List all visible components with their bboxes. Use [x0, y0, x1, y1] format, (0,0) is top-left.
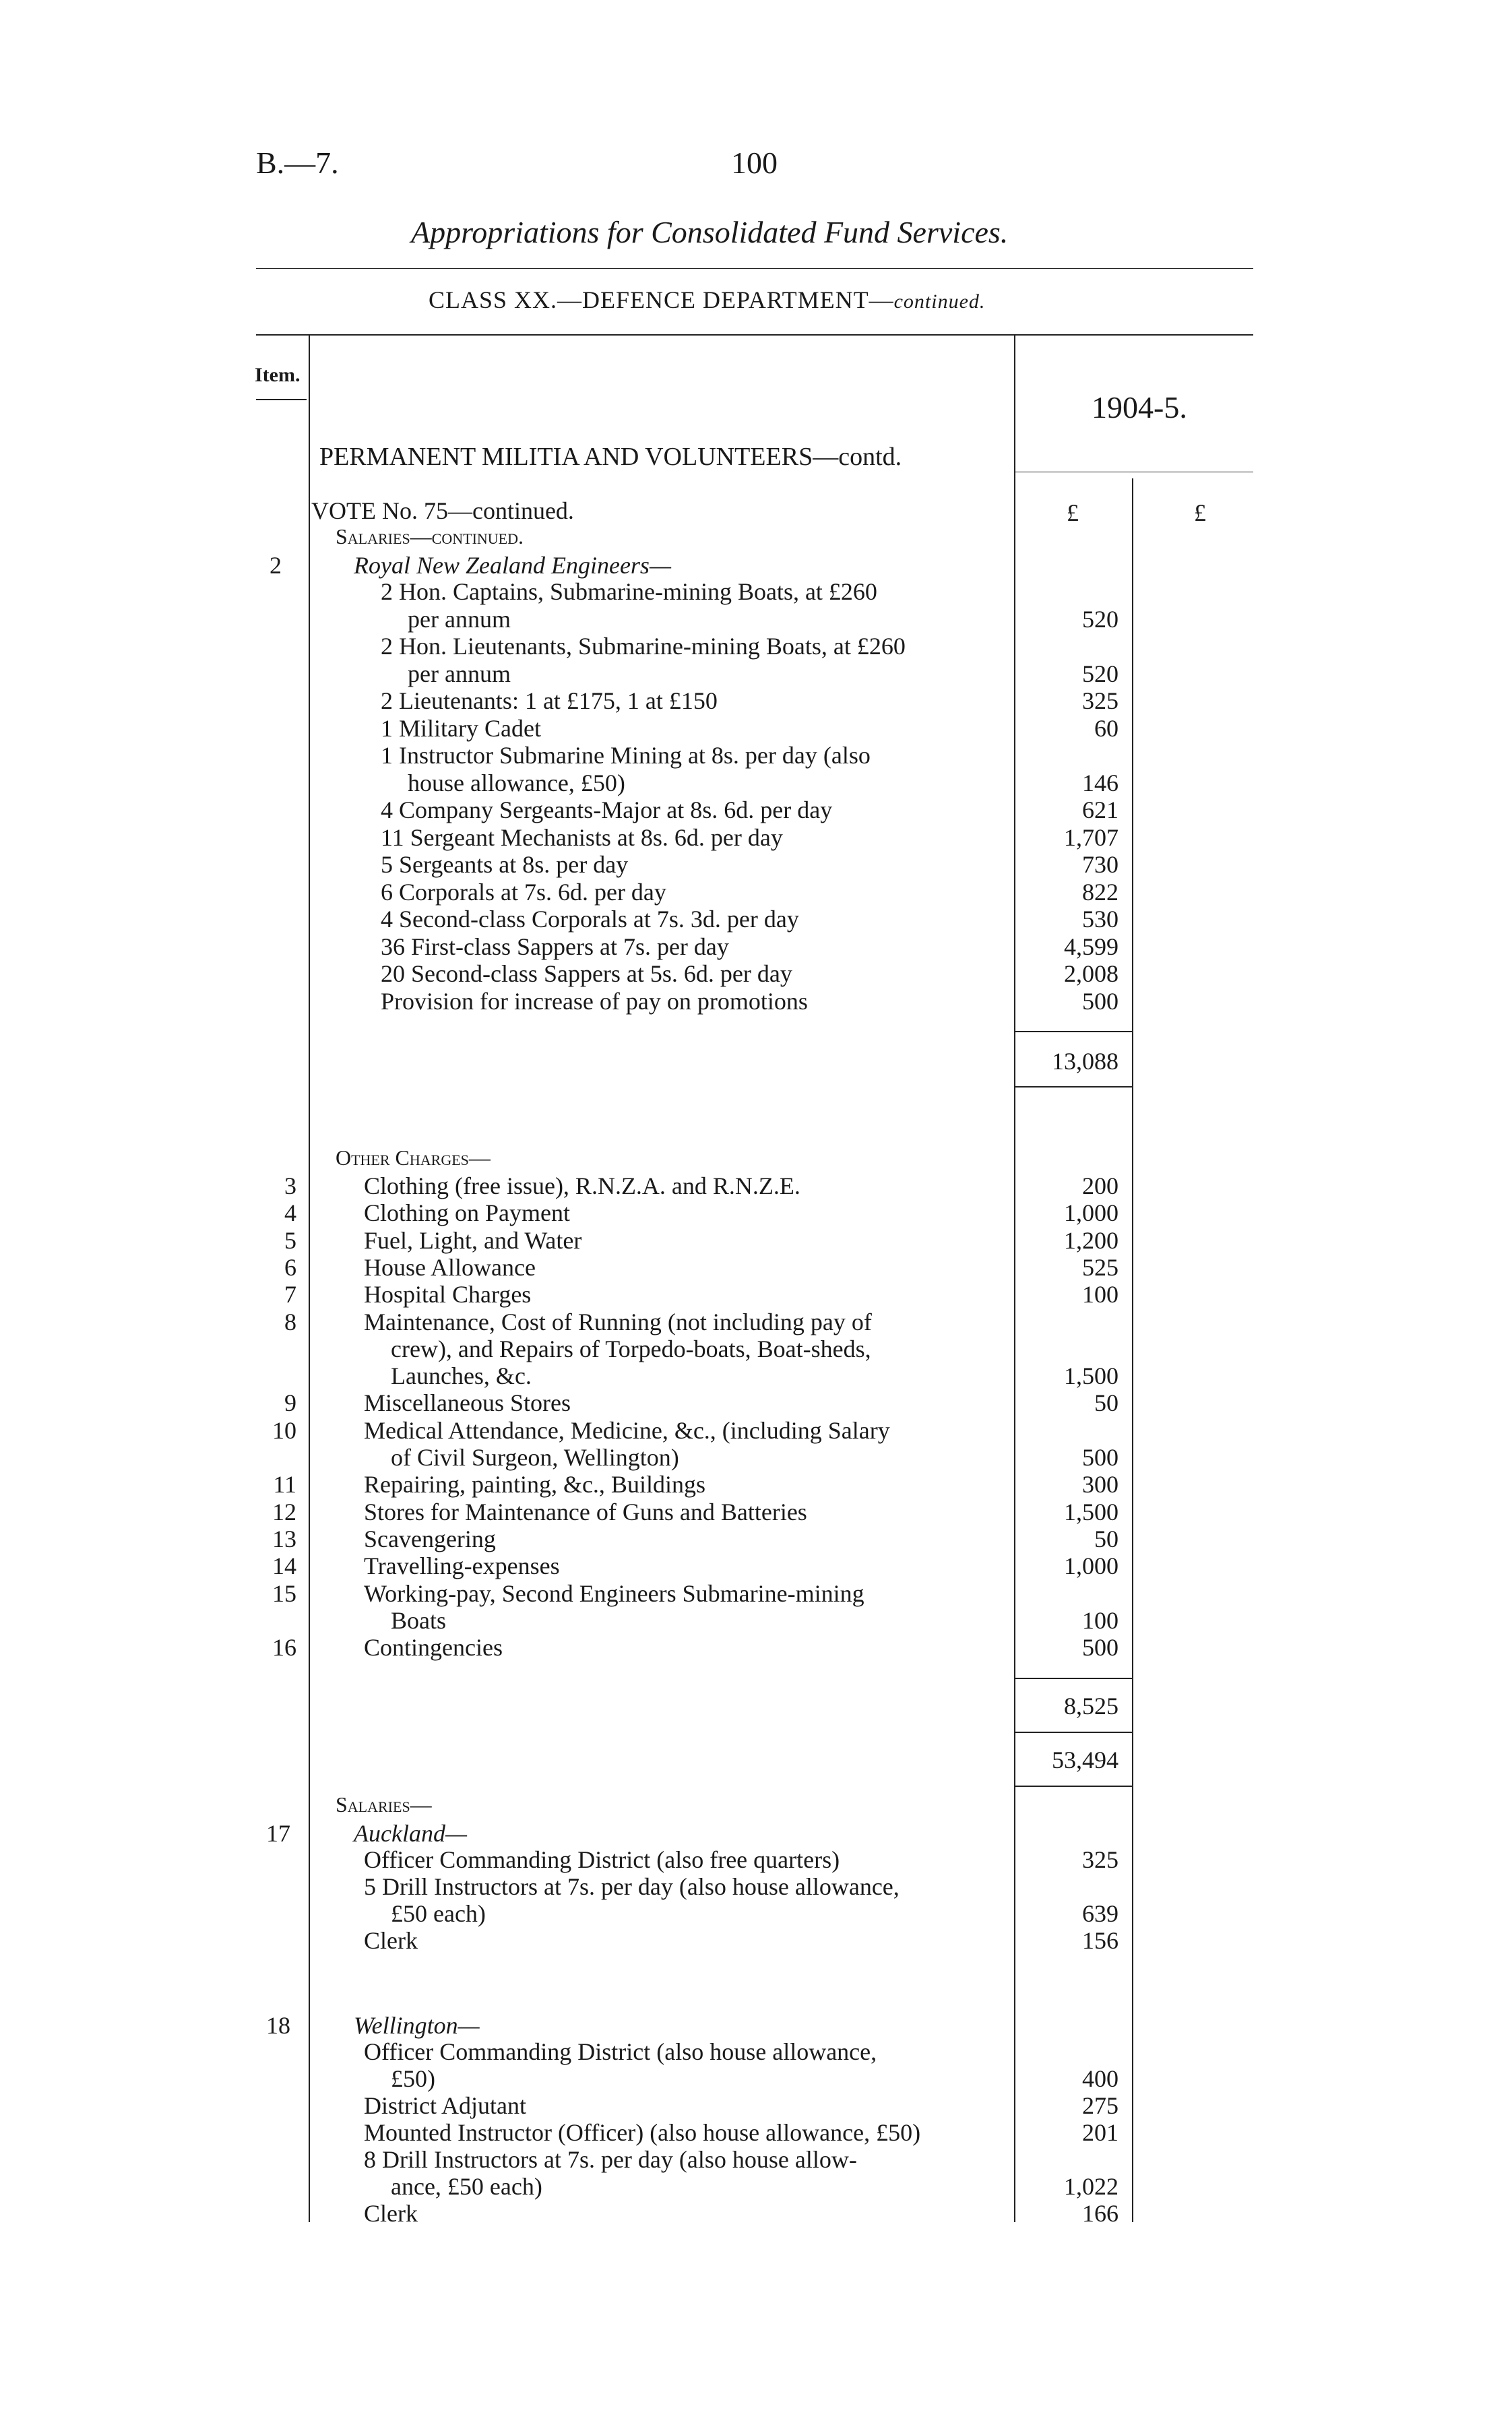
line-description: house allowance, £50) [408, 769, 625, 796]
rnze-item-number: 2 [270, 552, 282, 579]
rnze-total-row [0, 1048, 1512, 1075]
line-description: 1 Military Cadet [381, 714, 541, 742]
line-description: 2 Hon. Captains, Submarine-mining Boats, at £260 [381, 578, 877, 605]
line-amount: 1,500 [1064, 1498, 1119, 1525]
line-amount: 300 [1082, 1471, 1119, 1499]
other-charge-line [0, 1471, 1512, 1498]
other-total-row [0, 1693, 1512, 1720]
line-amount: 156 [1082, 1927, 1119, 1954]
rnze-line [0, 906, 1512, 933]
line-amount: 822 [1082, 878, 1119, 906]
line-amount: 4,599 [1064, 933, 1119, 960]
auckland-heading: Auckland— [354, 1820, 467, 1847]
rnze-line [0, 769, 1512, 796]
combined-total-rule [1014, 1786, 1132, 1787]
rnze-line [0, 824, 1512, 851]
line-amount: 1,707 [1064, 823, 1119, 851]
title-rule [256, 268, 1253, 269]
line-description: 5 Drill Instructors at 7s. per day (also house allowance, [364, 1873, 900, 1900]
item-number: 16 [272, 1634, 296, 1662]
rnze-line [0, 879, 1512, 906]
line-description: 6 Corporals at 7s. 6d. per day [381, 878, 666, 906]
table-top-rule [256, 334, 1253, 336]
line-description: Clothing (free issue), R.N.Z.A. and R.N.Z.E. [364, 1172, 800, 1199]
line-description: 8 Drill Instructors at 7s. per day (also house allow- [364, 2146, 857, 2173]
rnze-line [0, 742, 1512, 769]
item-number: 13 [272, 1525, 296, 1552]
rnze-line [0, 796, 1512, 823]
line-description: Scavengering [364, 1525, 496, 1552]
line-description: 2 Lieutenants: 1 at £175, 1 at £150 [381, 687, 718, 714]
line-description: District Adjutant [364, 2092, 526, 2119]
line-amount: 1,200 [1064, 1226, 1119, 1254]
line-description: of Civil Surgeon, Wellington) [391, 1444, 679, 1471]
auckland-line [0, 1900, 1512, 1927]
other-charge-line [0, 1499, 1512, 1525]
other-total-rule-bottom [1014, 1732, 1132, 1733]
rnze-total: 13,088 [1052, 1048, 1119, 1075]
line-amount: 730 [1082, 851, 1119, 878]
line-amount: 520 [1082, 605, 1119, 633]
line-description: 4 Company Sergeants-Major at 8s. 6d. per day [381, 796, 833, 823]
rnze-line [0, 960, 1512, 987]
line-description: Contingencies [364, 1634, 503, 1662]
rnze-line [0, 578, 1512, 605]
line-amount: 2,008 [1064, 960, 1119, 987]
line-description: crew), and Repairs of Torpedo-boats, Boat-sheds, [391, 1335, 871, 1362]
item-number: 6 [284, 1253, 296, 1281]
line-description: 11 Sergeant Mechanists at 8s. 6d. per day [381, 823, 783, 851]
line-description: ance, £50 each) [391, 2173, 542, 2200]
line-amount: 166 [1082, 2200, 1119, 2227]
line-description: Officer Commanding District (also free quarters) [364, 1846, 840, 1873]
line-description: Fuel, Light, and Water [364, 1226, 582, 1254]
line-description: 4 Second-class Corporals at 7s. 3d. per day [381, 906, 799, 933]
line-description: Launches, &c. [391, 1362, 532, 1390]
rnze-heading: Royal New Zealand Engineers— [354, 552, 671, 579]
other-charge-line [0, 1634, 1512, 1661]
rnze-line [0, 933, 1512, 960]
line-description: £50) [391, 2065, 435, 2092]
line-amount: 60 [1094, 714, 1119, 742]
line-amount: 1,022 [1064, 2173, 1119, 2200]
year-header: 1904-5. [1092, 390, 1187, 424]
line-amount: 200 [1082, 1172, 1119, 1199]
other-charge-line [0, 1444, 1512, 1471]
line-amount: 621 [1082, 796, 1119, 823]
line-description: Medical Attendance, Medicine, &c., (including Salary [364, 1416, 890, 1444]
other-charge-line [0, 1309, 1512, 1335]
other-charge-line [0, 1254, 1512, 1281]
line-amount: 50 [1094, 1389, 1119, 1417]
line-description: Hospital Charges [364, 1281, 532, 1309]
line-amount: 400 [1082, 2065, 1119, 2092]
other-charge-line [0, 1552, 1512, 1579]
class-heading [429, 286, 985, 314]
wellington-line [0, 2146, 1512, 2173]
line-description: 20 Second-class Sappers at 5s. 6d. per day [381, 960, 792, 987]
wellington-line [0, 2092, 1512, 2119]
rnze-line [0, 660, 1512, 687]
page-ref: B.—7. [256, 146, 339, 180]
item-number: 11 [273, 1471, 296, 1499]
wellington-line [0, 2200, 1512, 2227]
wellington-line [0, 2119, 1512, 2146]
line-description: Boats [391, 1606, 447, 1634]
item-number: 8 [284, 1308, 296, 1335]
other-charge-line [0, 1281, 1512, 1308]
other-charge-line [0, 1227, 1512, 1254]
line-amount: 1,000 [1064, 1199, 1119, 1227]
wellington-line [0, 2038, 1512, 2065]
other-charge-line [0, 1580, 1512, 1607]
line-description: House Allowance [364, 1253, 536, 1281]
other-charge-line [0, 1389, 1512, 1416]
line-amount: 275 [1082, 2092, 1119, 2119]
other-charge-line [0, 1335, 1512, 1362]
line-amount: 50 [1094, 1525, 1119, 1552]
rnze-line [0, 633, 1512, 660]
wellington-line [0, 2065, 1512, 2092]
line-description: 36 First-class Sappers at 7s. per day [381, 933, 729, 960]
item-number: 12 [272, 1498, 296, 1525]
line-amount: 146 [1082, 769, 1119, 796]
item-number: 10 [272, 1416, 296, 1444]
line-amount: 500 [1082, 1444, 1119, 1471]
line-amount: 639 [1082, 1900, 1119, 1927]
line-amount: 530 [1082, 906, 1119, 933]
item-header-rule [256, 399, 307, 400]
other-charge-line [0, 1362, 1512, 1389]
line-description: Maintenance, Cost of Running (not including pay of [364, 1308, 872, 1335]
salaries-heading: Salaries—continued. [336, 524, 524, 548]
line-amount: 1,500 [1064, 1362, 1119, 1390]
line-description: Mounted Instructor (Officer) (also house allowance, £50) [364, 2119, 921, 2146]
line-description: per annum [408, 660, 511, 687]
combined-total-row [0, 1746, 1512, 1773]
line-description: Repairing, painting, &c., Buildings [364, 1471, 705, 1499]
other-charges-total: 8,525 [1064, 1693, 1119, 1720]
line-description: 5 Sergeants at 8s. per day [381, 851, 629, 878]
line-description: 1 Instructor Submarine Mining at 8s. per day (also [381, 742, 871, 769]
item-number: 3 [284, 1172, 296, 1199]
item-number: 14 [272, 1552, 296, 1580]
line-amount: 525 [1082, 1253, 1119, 1281]
line-amount: 500 [1082, 1634, 1119, 1662]
line-description: Provision for increase of pay on promotions [381, 987, 808, 1015]
line-description: Working-pay, Second Engineers Submarine-mining [364, 1579, 864, 1607]
other-charge-line [0, 1525, 1512, 1552]
section-title: PERMANENT MILITIA AND VOLUNTEERS—contd. [319, 443, 902, 471]
item-number: 9 [284, 1389, 296, 1417]
rnze-total-rule-top [1014, 1031, 1132, 1032]
other-charges-heading: Other Charges— [336, 1145, 491, 1170]
rnze-total-rule-bottom [1014, 1086, 1132, 1088]
wellington-line [0, 2173, 1512, 2200]
item-number: 15 [272, 1579, 296, 1607]
line-description: 2 Hon. Lieutenants, Submarine-mining Boats, at £260 [381, 633, 906, 660]
line-description: Travelling-expenses [364, 1552, 560, 1580]
line-description: Stores for Maintenance of Guns and Batteries [364, 1498, 807, 1525]
wellington-heading: Wellington— [354, 2012, 480, 2039]
line-description: Clerk [364, 1927, 418, 1954]
salaries2-heading: Salaries— [336, 1792, 432, 1817]
line-amount: 325 [1082, 1846, 1119, 1873]
item-number: 5 [284, 1226, 296, 1254]
line-amount: 500 [1082, 987, 1119, 1015]
line-description: Clerk [364, 2200, 418, 2227]
wellington-item-number: 18 [266, 2012, 290, 2039]
other-charge-line [0, 1199, 1512, 1226]
line-amount: 520 [1082, 660, 1119, 687]
auckland-item-number: 17 [266, 1820, 290, 1847]
vote-line: VOTE No. 75—continued. [311, 497, 574, 524]
auckland-line [0, 1846, 1512, 1873]
line-amount: 1,000 [1064, 1552, 1119, 1580]
other-charge-line [0, 1172, 1512, 1199]
line-description: Clothing on Payment [364, 1199, 570, 1227]
line-description: Miscellaneous Stores [364, 1389, 571, 1417]
line-amount: 325 [1082, 687, 1119, 714]
other-total-rule-top [1014, 1678, 1132, 1679]
rnze-line [0, 988, 1512, 1015]
item-number: 7 [284, 1281, 296, 1309]
rnze-line [0, 606, 1512, 633]
auckland-line [0, 1927, 1512, 1954]
line-description: per annum [408, 605, 511, 633]
auckland-line [0, 1873, 1512, 1900]
other-charge-line [0, 1417, 1512, 1444]
class-heading-text: CLASS XX.—DEFENCE DEPARTMENT— [429, 286, 894, 313]
rnze-line [0, 715, 1512, 742]
combined-total: 53,494 [1052, 1746, 1119, 1773]
page-title: Appropriations for Consolidated Fund Services. [411, 215, 1009, 249]
item-number: 4 [284, 1199, 296, 1227]
rnze-line [0, 851, 1512, 878]
page-number: 100 [731, 146, 778, 180]
rnze-line [0, 687, 1512, 714]
line-description: Officer Commanding District (also house allowance, [364, 2038, 877, 2065]
line-amount: 100 [1082, 1281, 1119, 1309]
class-heading-suffix: continued. [893, 290, 986, 313]
line-description: £50 each) [391, 1900, 486, 1927]
currency-symbol-1: £ [1067, 499, 1079, 526]
currency-symbol-2: £ [1194, 499, 1206, 526]
item-column-header: Item. [255, 364, 301, 386]
line-amount: 201 [1082, 2119, 1119, 2146]
other-charge-line [0, 1607, 1512, 1634]
line-amount: 100 [1082, 1606, 1119, 1634]
